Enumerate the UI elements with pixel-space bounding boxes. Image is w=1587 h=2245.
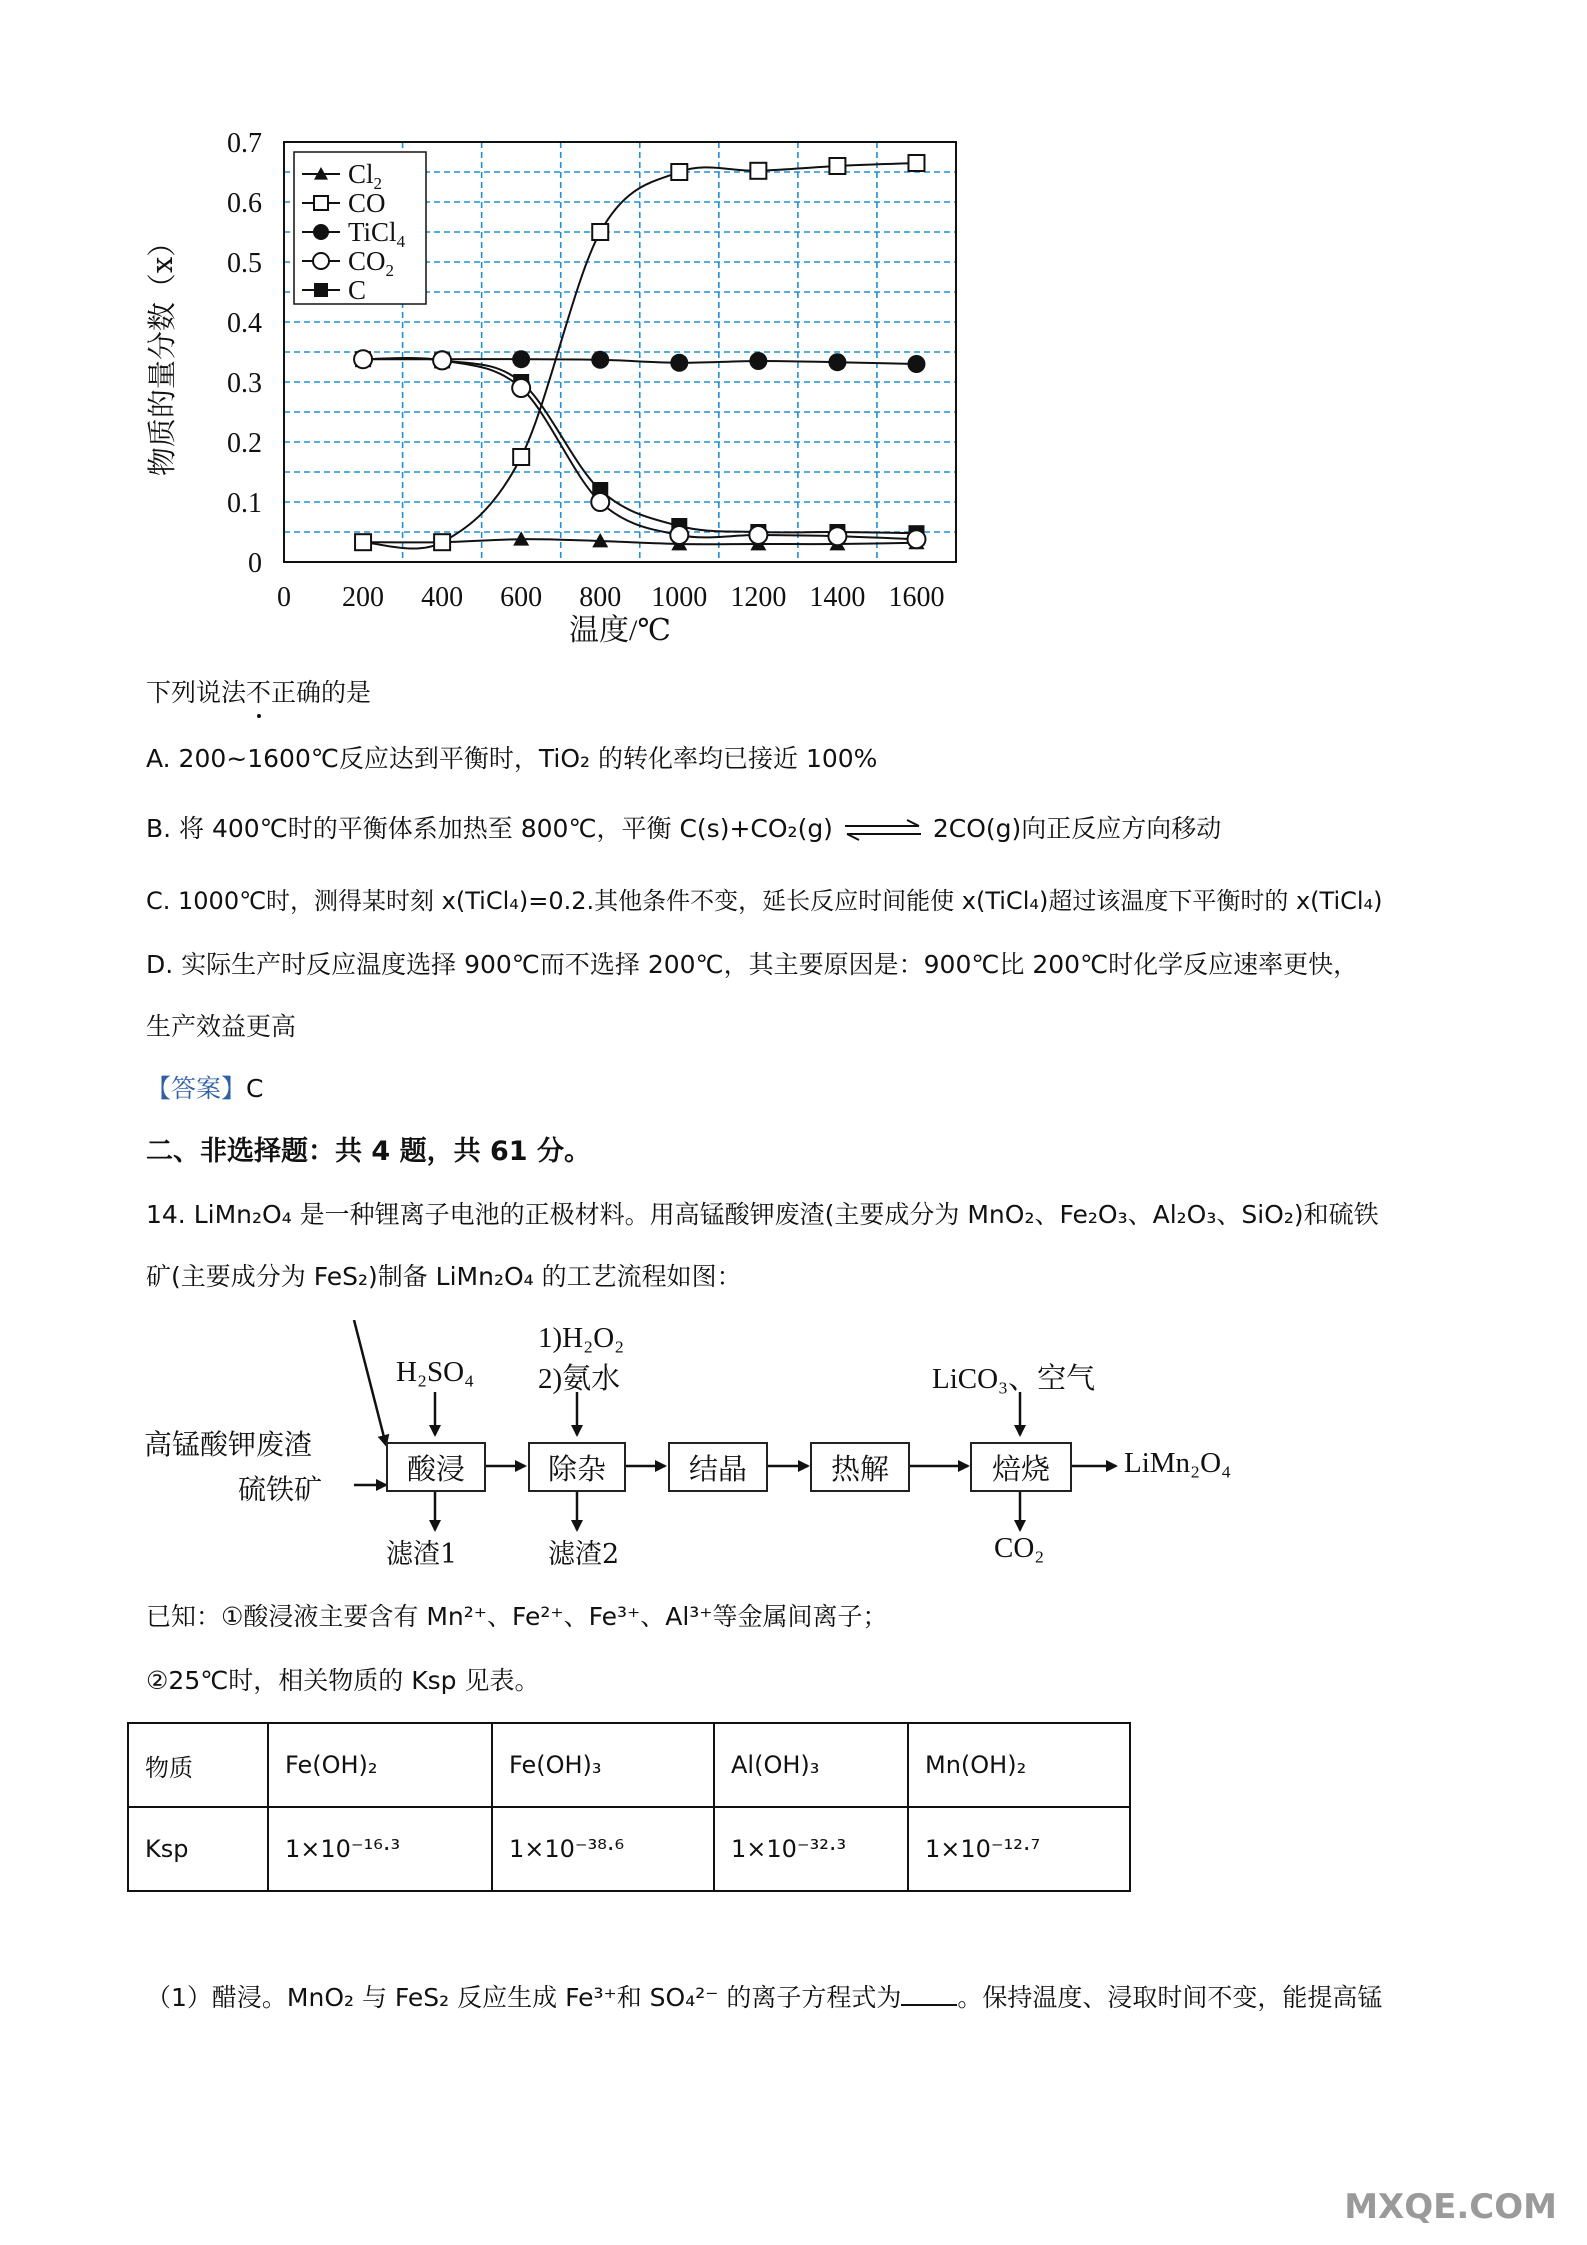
legend-label: $Cl_2$: [348, 159, 383, 193]
flow-reagent-h2so4: H₂SO₄: [396, 1356, 475, 1388]
q14-line2: 矿(主要成分为 FeS₂)制备 LiMn₂O₄ 的工艺流程如图：: [146, 1262, 742, 1291]
data-point-marker: [591, 493, 609, 511]
table-cell: Al(OH)₃: [714, 1723, 908, 1807]
legend-label: TiCl$_4$: [348, 217, 406, 251]
watermark: MXQE.COM: [1344, 2187, 1557, 2227]
table-cell: 1×10⁻³⁸·⁶: [492, 1807, 714, 1891]
x-tick-label: 0: [277, 582, 291, 613]
y-tick-label: 0.2: [227, 428, 262, 459]
flow-step-pyrolysis: 热解: [810, 1442, 910, 1492]
y-tick-label: 0.3: [227, 368, 262, 399]
data-point-marker: [750, 163, 766, 179]
answer: [146, 1072, 263, 1106]
flow-product: LiMn₂O₄: [1124, 1447, 1232, 1479]
known-2: ②25℃时，相关物质的 Ksp 见表。: [146, 1666, 540, 1695]
data-point-marker: [313, 253, 329, 269]
flow-reagent-h2o2: 1)H₂O₂: [538, 1322, 625, 1354]
q14-part1: （1）醋浸。MnO₂ 与 FeS₂ 反应生成 Fe³⁺和 SO₄²⁻ 的离子方程式为 。保持温度、浸取时间不变，能提高锰: [146, 1980, 1382, 2015]
data-point-marker: [314, 196, 328, 210]
chart-legend: [294, 152, 426, 305]
legend-label: C: [348, 275, 367, 305]
table-cell: Ksp: [128, 1807, 268, 1891]
y-tick-label: 0.4: [227, 308, 262, 339]
question-stem: 下列说法不正确的是: [146, 676, 371, 710]
data-point-marker: [828, 353, 846, 371]
flow-step-crystallize: 结晶: [668, 1442, 768, 1492]
table-cell: 物质: [128, 1723, 268, 1807]
flow-step-impurity-removal: 除杂: [528, 1442, 626, 1492]
option-b: B. 将 400℃时的平衡体系加热至 800℃，平衡 C(s)+CO₂(g) 2CO(g)向正反应方向移动: [146, 814, 1222, 843]
data-point-marker: [828, 527, 846, 545]
table-cell: 1×10⁻¹⁶·³: [268, 1807, 492, 1891]
x-tick-label: 800: [579, 582, 622, 613]
x-tick-label: 1400: [809, 582, 866, 613]
section-heading: 二、非选择题：共 4 题，共 61 分。: [146, 1136, 591, 1167]
answer-value: C: [246, 1074, 264, 1103]
data-point-marker: [671, 164, 687, 180]
y-tick-label: 0.7: [227, 128, 262, 159]
x-tick-labels: [277, 582, 944, 613]
y-tick-label: 0: [248, 548, 262, 579]
option-d-line2: 生产效益更高: [146, 1012, 297, 1041]
data-point-marker: [592, 224, 608, 240]
ksp-table: [127, 1722, 1131, 1892]
data-point-marker: [433, 351, 451, 369]
data-point-marker: [513, 449, 529, 465]
emphasis-dot-char: 不: [246, 676, 271, 710]
x-tick-label: 600: [500, 582, 543, 613]
flow-input-waste: 高锰酸钾废渣: [144, 1428, 313, 1461]
known-1: 已知：①酸浸液主要含有 Mn²⁺、Fe²⁺、Fe³⁺、Al³⁺等金属间离子；: [146, 1602, 888, 1631]
flow-reagent-lico3-air: LiCO₃、空气: [932, 1363, 1096, 1395]
flow-residue-2: 滤渣2: [548, 1539, 620, 1570]
data-point-marker: [670, 354, 688, 372]
flow-output-co2: CO₂: [994, 1532, 1045, 1564]
data-point-marker: [355, 534, 371, 550]
x-tick-label: 1600: [888, 582, 945, 613]
x-tick-label: 400: [421, 582, 464, 613]
data-point-marker: [749, 352, 767, 370]
table-cell: Fe(OH)₃: [492, 1723, 714, 1807]
x-tick-label: 1000: [651, 582, 708, 613]
data-point-marker: [313, 224, 329, 240]
x-axis-label: 温度/℃: [569, 614, 671, 647]
table-cell: 1×10⁻¹²·⁷: [908, 1807, 1130, 1891]
answer-label: 【答案】: [146, 1074, 247, 1103]
data-point-marker: [907, 355, 925, 373]
legend-label: CO: [348, 188, 386, 218]
option-c: C. 1000℃时，测得某时刻 x(TiCl₄)=0.2.其他条件不变，延长反应时间能使 x(TiCl₄)超过该温度下平衡时的 x(TiCl₄): [146, 887, 1383, 915]
x-tick-label: 200: [342, 582, 385, 613]
data-point-marker: [829, 158, 845, 174]
option-d-line1: D. 实际生产时反应温度选择 900℃而不选择 200℃，其主要原因是：900℃比 200℃时化学反应速率更快，: [146, 950, 1359, 979]
mole-fraction-chart: [110, 120, 990, 660]
y-tick-label: 0.5: [227, 248, 262, 279]
y-tick-label: 0.6: [227, 188, 262, 219]
data-point-marker: [591, 351, 609, 369]
data-point-marker: [354, 350, 372, 368]
table-cell: 1×10⁻³²·³: [714, 1807, 908, 1891]
legend-label: $CO_2$: [348, 246, 395, 280]
table-row: [128, 1807, 1130, 1891]
equilibrium-arrow-icon: [843, 818, 923, 842]
y-axis-label: 物质的量分数（x）: [145, 227, 179, 477]
option-a: A. 200~1600℃反应达到平衡时，TiO₂ 的转化率均已接近 100%: [146, 744, 878, 773]
flow-residue-1: 滤渣1: [386, 1539, 458, 1570]
q14-line1: 14. LiMn₂O₄ 是一种锂离子电池的正极材料。用高锰酸钾废渣(主要成分为 MnO₂、Fe₂O₃、Al₂O₃、SiO₂)和硫铁: [146, 1200, 1379, 1229]
data-point-marker: [749, 526, 767, 544]
data-point-marker: [908, 155, 924, 171]
y-tick-labels: [227, 128, 262, 579]
data-point-marker: [512, 350, 530, 368]
data-point-marker: [512, 379, 530, 397]
data-point-marker: [670, 526, 688, 544]
flow-reagent-ammonia: 2)氨水: [538, 1363, 621, 1395]
flow-input-pyrite: 硫铁矿: [238, 1473, 323, 1506]
flow-step-calcine: 焙烧: [970, 1442, 1072, 1492]
data-point-marker: [314, 283, 328, 297]
table-cell: Mn(OH)₂: [908, 1723, 1130, 1807]
table-cell: Fe(OH)₂: [268, 1723, 492, 1807]
data-point-marker: [907, 530, 925, 548]
flow-step-acid-leach: 酸浸: [386, 1442, 486, 1492]
table-header-row: [128, 1723, 1130, 1807]
answer-blank: [901, 1980, 957, 2006]
data-point-marker: [434, 534, 450, 550]
y-tick-label: 0.1: [227, 488, 262, 519]
x-tick-label: 1200: [730, 582, 787, 613]
